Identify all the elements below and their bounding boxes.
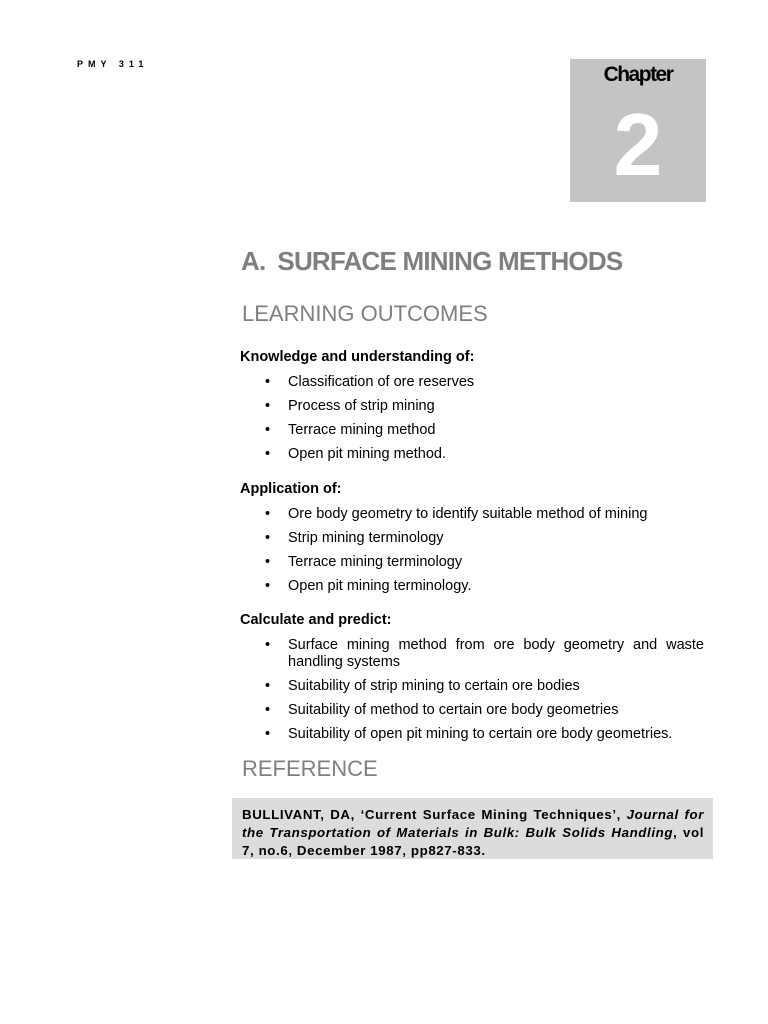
list-item: • Suitability of open pit mining to certain ore body geometries. bbox=[262, 726, 704, 743]
chapter-number: 2 bbox=[613, 95, 663, 194]
list-item: • Open pit mining method. bbox=[262, 446, 704, 463]
section-title bbox=[241, 246, 622, 277]
reference-journal: Journal for the Transportation of Materials in Bulk: Bulk Solids Handling bbox=[242, 807, 705, 840]
list-item: • Terrace mining method bbox=[262, 422, 704, 439]
group-title-knowledge: Knowledge and understanding of: bbox=[240, 349, 475, 365]
list-item: • Terrace mining terminology bbox=[262, 554, 704, 571]
list-item: • Surface mining method from ore body geometry and waste handling systems bbox=[262, 637, 704, 671]
list-item: • Ore body geometry to identify suitable method of mining bbox=[262, 506, 704, 523]
reference-heading: REFERENCE bbox=[242, 756, 378, 781]
reference-box bbox=[232, 798, 713, 859]
section-title-text: SURFACE MINING METHODS bbox=[277, 246, 623, 276]
list-item: • Classification of ore reserves bbox=[262, 374, 704, 391]
reference-citation bbox=[242, 806, 704, 860]
list-item: • Open pit mining terminology. bbox=[262, 578, 704, 595]
chapter-label: Chapter bbox=[603, 63, 673, 86]
list-item: • Suitability of method to certain ore body geometries bbox=[262, 702, 704, 719]
group-title-application: Application of: bbox=[240, 481, 342, 497]
knowledge-list bbox=[262, 374, 704, 470]
list-item: • Strip mining terminology bbox=[262, 530, 704, 547]
chapter-badge bbox=[570, 59, 706, 202]
reference-author-title: BULLIVANT, DA, ‘Current Surface Mining Techniques’, bbox=[242, 807, 621, 822]
reference-details: , vol 7, no.6, December 1987, pp827-833. bbox=[242, 825, 704, 858]
list-item: • Process of strip mining bbox=[262, 398, 704, 415]
calculate-list bbox=[262, 637, 704, 750]
application-list bbox=[262, 506, 704, 602]
course-code: PMY 311 bbox=[77, 59, 149, 69]
list-item: • Suitability of strip mining to certain ore bodies bbox=[262, 678, 704, 695]
section-letter: A. bbox=[241, 246, 266, 276]
group-title-calculate: Calculate and predict: bbox=[240, 612, 392, 628]
learning-outcomes-heading: LEARNING OUTCOMES bbox=[242, 301, 488, 326]
